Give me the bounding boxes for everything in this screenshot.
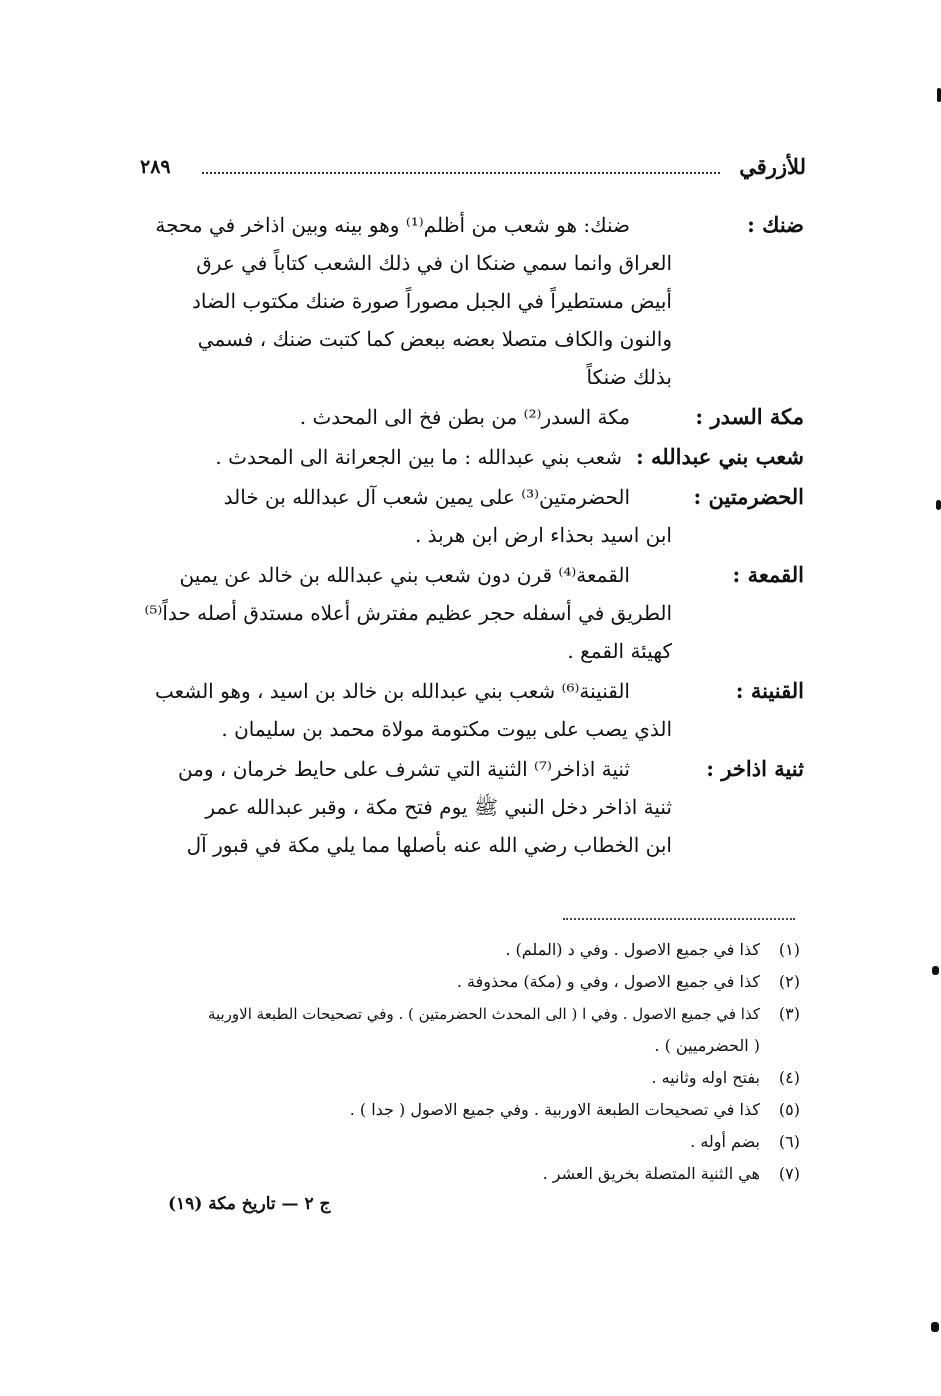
footnote-number: (٤) [778, 1068, 800, 1087]
entry-line: أبيض مستطيراً في الجبل مصوراً صورة ضنك مكتوب الضاد [192, 289, 672, 313]
entry-heading: القمعة : [732, 562, 804, 587]
entry-line: ابن الخطاب رضي الله عنه بأصلها مما يلي مكة في قبور آل [186, 833, 672, 857]
entry [138, 438, 806, 476]
footnote-number: (١) [778, 940, 800, 959]
footnote-text: بضم أوله . [690, 1132, 760, 1151]
running-title: للأزرقي [739, 154, 806, 179]
page-number: ٢٨٩ [140, 156, 171, 178]
footnote [138, 1126, 800, 1158]
entry-body [138, 556, 672, 670]
entry-heading: الحضرمتين : [693, 484, 804, 509]
header-dotted-rule [202, 172, 720, 174]
scan-edge-mark [936, 500, 941, 510]
footnote-number: (٥) [778, 1100, 800, 1119]
footnote [138, 934, 800, 966]
footnote-number: (٢) [778, 972, 800, 991]
footnote-text: بفتح اوله وثانيه . [651, 1068, 760, 1087]
entry [138, 398, 806, 436]
footnote-number: (٧) [778, 1164, 800, 1183]
entry-body [138, 398, 672, 436]
scan-edge-mark [931, 1322, 939, 1332]
entry-line: ابن اسيد بحذاء ارض ابن هربذ . [414, 523, 672, 547]
footnote [138, 966, 800, 998]
entry-line: الطريق في أسفله حجر عظيم مفترش أعلاه مستدق أصله حداً⁽⁵⁾ [144, 601, 672, 625]
entry-body [138, 478, 672, 554]
footnote-separator [563, 918, 795, 920]
footnote-number: (٦) [778, 1132, 800, 1151]
entry-line: العراق وانما سمي ضنكا ان في ذلك الشعب كتاباً في عرق [196, 251, 672, 275]
entry-line: والنون والكاف متصلا بعضه ببعض كما كتبت ضنك ، فسمي [197, 327, 672, 351]
entries-list [138, 206, 806, 866]
entry-heading: مكة السدر : [695, 404, 804, 429]
entry-line: بذلك ضنكاً [586, 365, 672, 389]
footnote-number: (٣) [778, 1004, 800, 1023]
entry-line: القمعة⁽⁴⁾ قرن دون شعب بني عبدالله بن خالد عن يمين [179, 563, 630, 587]
entry [138, 556, 806, 670]
footnote-text: كذا في جميع الاصول . وفي د (الملم) . [505, 940, 760, 959]
scan-edge-mark [932, 966, 939, 975]
entry-heading: شعب بني عبدالله : [635, 444, 804, 469]
entry [138, 750, 806, 864]
entry-body [138, 750, 672, 864]
entry-line: شعب بني عبدالله : ما بين الجعرانة الى المحدث . [215, 445, 622, 469]
footnotes [138, 934, 800, 1190]
entry-body [138, 672, 672, 748]
entry-line: مكة السدر⁽²⁾ من بطن فخ الى المحدث . [299, 405, 630, 429]
signature-line: ج ٢ — تاريخ مكة (١٩) [168, 1194, 331, 1214]
entry-line: الذي يصب على بيوت مكتومة مولاة محمد بن سليمان . [221, 717, 672, 741]
page-header [140, 152, 806, 188]
footnote [138, 998, 800, 1030]
entry-line: الحضرمتين⁽³⁾ على يمين شعب آل عبدالله بن خالد [223, 485, 630, 509]
footnote [138, 1158, 800, 1190]
entry-body [138, 206, 672, 396]
entry-line: القنينة⁽⁶⁾ شعب بني عبدالله بن خالد بن اسيد ، وهو الشعب [154, 679, 630, 703]
footnote-text: كذا في جميع الاصول . وفي ا ( الى المحدث الحضرمتين ) . وفي تصحيحات الطبعة الاوربية [207, 1005, 760, 1023]
entry-heading: القنينة : [735, 678, 804, 703]
footnote-text: كذا في جميع الاصول ، وفي و (مكة) محذوفة . [456, 972, 760, 991]
scan-edge-mark [937, 88, 941, 102]
entry-line: ثنية اذاخر⁽⁷⁾ الثنية التي تشرف على حايط خرمان ، ومن [177, 757, 630, 781]
footnote [138, 1094, 800, 1126]
entry [138, 478, 806, 554]
entry-line: ضنك: هو شعب من أظلم⁽¹⁾ وهو بينه وبين اذاخر في محجة [155, 213, 630, 237]
entry [138, 672, 806, 748]
footnote [138, 1062, 800, 1094]
entry-line: ثنية اذاخر دخل النبي ﷺ يوم فتح مكة ، وقبر عبدالله عمر [205, 795, 672, 819]
footnote-text: هي الثنية المتصلة بخريق العشر . [542, 1164, 760, 1183]
entry-line: كهيئة القمع . [567, 639, 672, 663]
entry-heading: ثنية اذاخر : [706, 756, 804, 781]
footnote-continuation: ( الحضرميين ) . [654, 1036, 760, 1055]
entry-body [138, 438, 672, 476]
footnote-text: كذا في تصحيحات الطبعة الاوربية . وفي جميع الاصول ( جدا ) . [349, 1100, 760, 1119]
entry [138, 206, 806, 396]
entry-heading: ضنك : [747, 212, 804, 237]
